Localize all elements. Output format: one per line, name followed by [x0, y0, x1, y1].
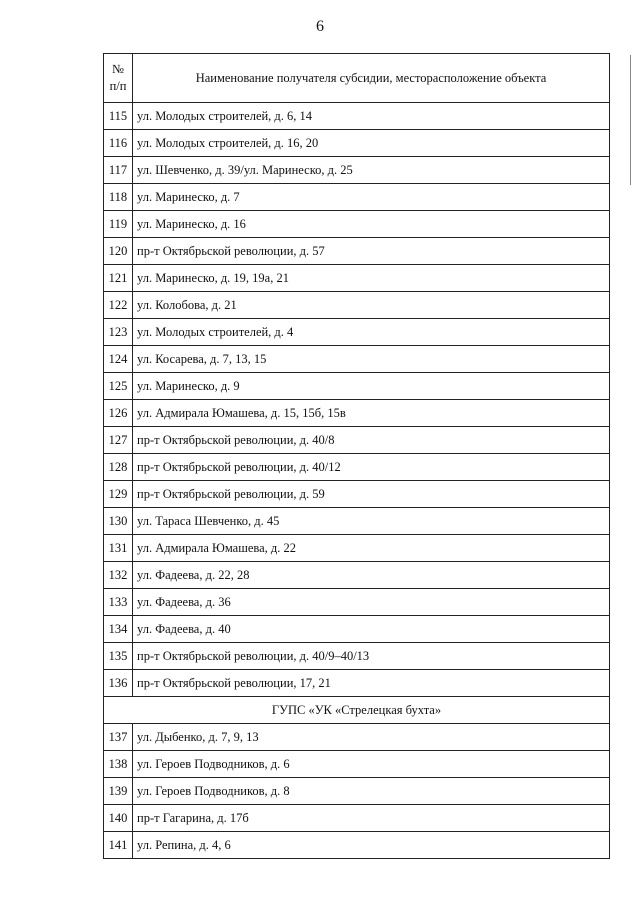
page-number: 6	[316, 18, 324, 35]
table-row	[104, 373, 610, 400]
row-address: ул. Косарева, д. 7, 13, 15	[133, 346, 610, 373]
row-address: ул. Маринеско, д. 19, 19а, 21	[133, 265, 610, 292]
table-row	[104, 211, 610, 238]
row-address: ул. Тараса Шевченко, д. 45	[133, 508, 610, 535]
row-number: 137	[104, 724, 133, 751]
row-address: пр-т Октябрьской революции, д. 40/12	[133, 454, 610, 481]
row-address: ул. Молодых строителей, д. 4	[133, 319, 610, 346]
table-row	[104, 319, 610, 346]
row-number: 130	[104, 508, 133, 535]
table-row	[104, 130, 610, 157]
row-number: 131	[104, 535, 133, 562]
row-number: 121	[104, 265, 133, 292]
row-number: 138	[104, 751, 133, 778]
row-address: пр-т Октябрьской революции, д. 40/9–40/13	[133, 643, 610, 670]
column-header-number	[104, 54, 133, 103]
row-address: ул. Репина, д. 4, 6	[133, 832, 610, 859]
table-row	[104, 508, 610, 535]
table-row	[104, 238, 610, 265]
row-number: 132	[104, 562, 133, 589]
table-row	[104, 724, 610, 751]
table-row	[104, 346, 610, 373]
row-address: ул. Колобова, д. 21	[133, 292, 610, 319]
row-number: 129	[104, 481, 133, 508]
table-row	[104, 292, 610, 319]
row-number: 118	[104, 184, 133, 211]
row-address: ул. Адмирала Юмашева, д. 22	[133, 535, 610, 562]
table-row	[104, 832, 610, 859]
table-row	[104, 265, 610, 292]
row-number: 135	[104, 643, 133, 670]
subsidy-recipients-table	[103, 53, 610, 859]
column-header-name: Наименование получателя субсидии, месторасположение объекта	[133, 54, 610, 103]
row-address: пр-т Гагарина, д. 17б	[133, 805, 610, 832]
row-number: 141	[104, 832, 133, 859]
table-row	[104, 400, 610, 427]
table-row	[104, 751, 610, 778]
row-number: 127	[104, 427, 133, 454]
row-number: 134	[104, 616, 133, 643]
row-address: ул. Фадеева, д. 22, 28	[133, 562, 610, 589]
table-row	[104, 589, 610, 616]
table-row	[104, 778, 610, 805]
table-row	[104, 481, 610, 508]
table-row	[104, 616, 610, 643]
column-header-number-abbr: п/п	[109, 79, 127, 93]
row-number: 126	[104, 400, 133, 427]
row-address: ул. Маринеско, д. 7	[133, 184, 610, 211]
scan-edge-mark	[630, 55, 631, 185]
row-address: ул. Маринеско, д. 16	[133, 211, 610, 238]
row-address: ул. Шевченко, д. 39/ул. Маринеско, д. 25	[133, 157, 610, 184]
table-row	[104, 805, 610, 832]
row-address: ул. Фадеева, д. 40	[133, 616, 610, 643]
table-row	[104, 103, 610, 130]
table-header-row	[104, 54, 610, 103]
row-address: ул. Адмирала Юмашева, д. 15, 15б, 15в	[133, 400, 610, 427]
row-address: ул. Дыбенко, д. 7, 9, 13	[133, 724, 610, 751]
row-number: 136	[104, 670, 133, 697]
row-number: 117	[104, 157, 133, 184]
table-row	[104, 427, 610, 454]
group-title: ГУПС «УК «Стрелецкая бухта»	[104, 697, 610, 724]
row-number: 125	[104, 373, 133, 400]
row-address: ул. Маринеско, д. 9	[133, 373, 610, 400]
row-address: ул. Молодых строителей, д. 6, 14	[133, 103, 610, 130]
row-address: пр-т Октябрьской революции, д. 40/8	[133, 427, 610, 454]
row-number: 139	[104, 778, 133, 805]
row-number: 116	[104, 130, 133, 157]
row-address: ул. Молодых строителей, д. 16, 20	[133, 130, 610, 157]
row-number: 123	[104, 319, 133, 346]
group-header-row	[104, 697, 610, 724]
row-address: пр-т Октябрьской революции, 17, 21	[133, 670, 610, 697]
table-row	[104, 562, 610, 589]
table-row	[104, 643, 610, 670]
table-row	[104, 157, 610, 184]
table-row	[104, 670, 610, 697]
row-address: пр-т Октябрьской революции, д. 59	[133, 481, 610, 508]
row-address: ул. Героев Подводников, д. 6	[133, 751, 610, 778]
row-address: ул. Фадеева, д. 36	[133, 589, 610, 616]
row-number: 119	[104, 211, 133, 238]
row-number: 140	[104, 805, 133, 832]
row-number: 124	[104, 346, 133, 373]
row-number: 120	[104, 238, 133, 265]
row-number: 115	[104, 103, 133, 130]
row-number: 128	[104, 454, 133, 481]
table-row	[104, 184, 610, 211]
row-address: ул. Героев Подводников, д. 8	[133, 778, 610, 805]
row-number: 133	[104, 589, 133, 616]
column-header-number-symbol: №	[112, 62, 124, 76]
table-row	[104, 535, 610, 562]
table-row	[104, 454, 610, 481]
row-address: пр-т Октябрьской революции, д. 57	[133, 238, 610, 265]
row-number: 122	[104, 292, 133, 319]
